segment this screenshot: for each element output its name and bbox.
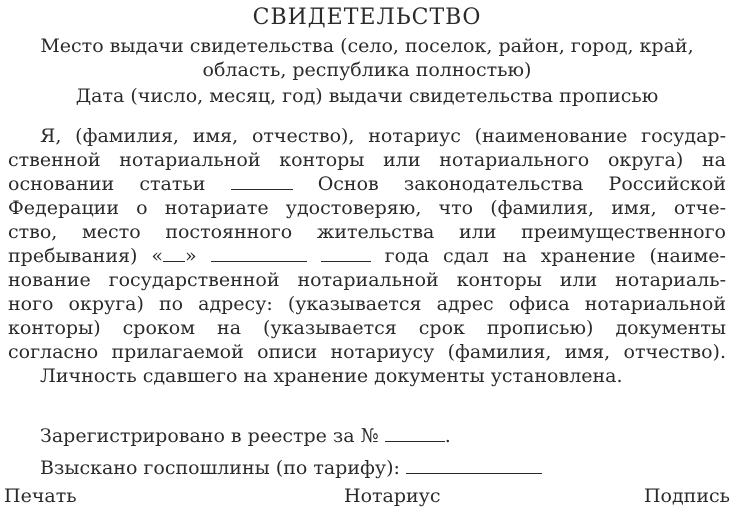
fee-label: Взыскано госпошлины (по тарифу): [40, 457, 400, 479]
body-line-3 [8, 172, 726, 196]
notary-label: Нотариус [344, 485, 441, 507]
body-line-11: Личность сдавшего на хранение документы установлена. [40, 365, 623, 387]
body-line-4: Федерации о нотариате удостоверяю, что (фамилия, имя, отче- [8, 197, 726, 219]
year-blank [321, 245, 371, 262]
registry-line [40, 424, 451, 448]
issue-date-line: Дата (число, месяц, год) выдачи свидетельства прописью [75, 85, 659, 107]
body-line-6-start: пребывания) [8, 245, 138, 267]
registry-label: Зарегистрировано в реестре за № [40, 425, 379, 447]
body-line-9: конторы) сроком на (указывается срок прописью) документы [8, 317, 726, 339]
body-line-3-start: основании статьи [8, 173, 206, 195]
body-line-5: ство, место постоянного жительства или преимущественного [8, 221, 726, 243]
body-line-10: согласно прилагаемой описи нотариусу (фамилия, имя, отчество). [8, 341, 726, 363]
article-number-blank [231, 173, 293, 190]
document-title: СВИДЕТЕЛЬСТВО [252, 5, 482, 30]
issue-place-line-2: область, республика полностью) [202, 59, 532, 81]
month-blank [211, 245, 307, 262]
registry-number-blank [385, 425, 445, 442]
body-line-6 [8, 244, 726, 268]
stamp-label: Печать [4, 485, 77, 507]
body-line-1: Я, (фамилия, имя, отчество), нотариус (наименование государ- [40, 125, 726, 147]
day-blank [163, 245, 185, 262]
body-line-2: ственной нотариальной конторы или нотариального округа) на [8, 149, 726, 171]
date-open-quote: « [151, 245, 164, 267]
body-line-7: нование государственной нотариальной конторы или нотариаль- [8, 269, 726, 291]
fee-blank [406, 457, 542, 474]
registry-period: . [444, 425, 451, 447]
body-line-3-end: Основ законодательства Российской [317, 173, 726, 195]
signature-label: Подпись [643, 485, 730, 507]
body-line-6-end: года сдал на хранение (наиме- [384, 245, 726, 267]
fee-line [40, 456, 542, 480]
issue-place-line-1: Место выдачи свидетельства (село, поселок, район, город, край, [40, 35, 694, 57]
body-line-8: ного округа) по адресу: (указывается адрес офиса нотариальной [8, 293, 726, 315]
date-close-quote: » [185, 245, 197, 267]
